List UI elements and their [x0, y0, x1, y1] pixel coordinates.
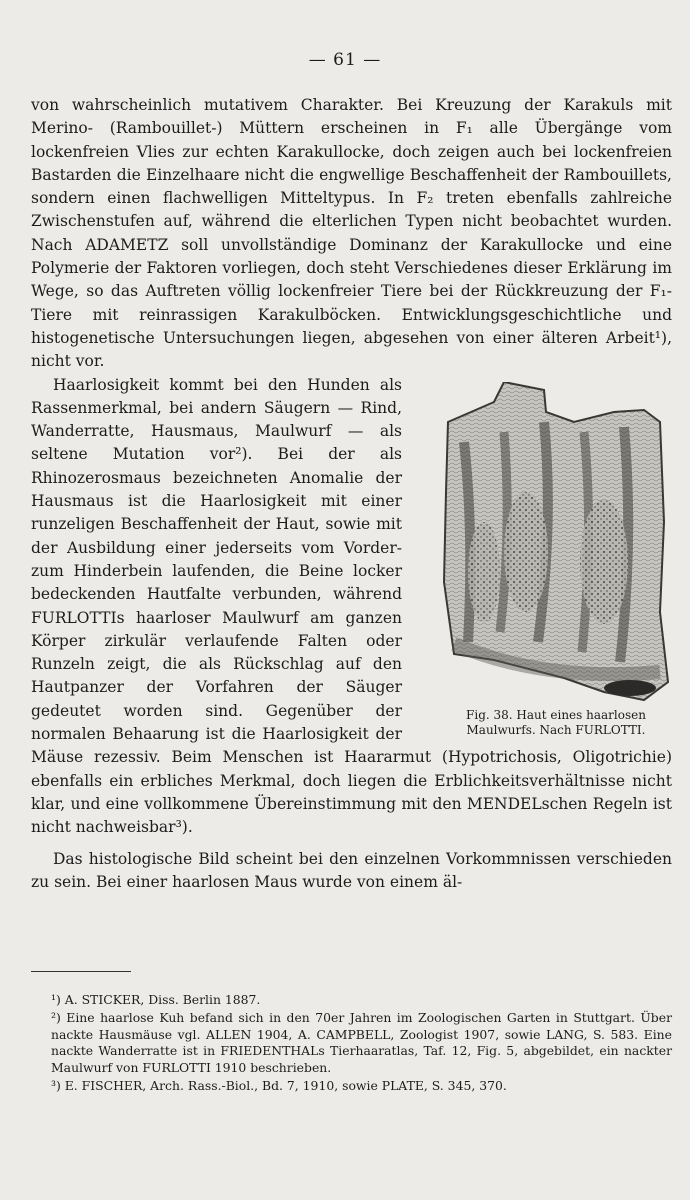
figure-38 [424, 382, 682, 738]
paragraph-3: Das histologische Bild scheint bei den einzelnen Vorkommnissen verschieden zu sein. Bei einer haarlosen Maus wurde von einem äl- [31, 849, 672, 891]
footnote-3: ³) E. FISCHER, Arch. Rass.-Biol., Bd. 7, 1910, sowie PLATE, S. 345, 370. [51, 1077, 507, 1093]
footnote-1: ¹) A. STICKER, Diss. Berlin 1887. [51, 992, 261, 1007]
footnotes [31, 992, 672, 1096]
paragraph-1: von wahrscheinlich mutativem Charakter. Bei Kreuzung der Karakuls mit Merino- (Rambouillet-) Müttern erscheinen in F₁ alle Übergänge vom lockenfreien Vlies zur echten Karakullocke, doch zeigen auch bei lockenfreien Bastarden die Einzelhaare nicht die engwellige Beschaffenheit der Rambouillets, sondern einen flachwelligen Mitteltypus. In F₂ treten ebenfalls zahlreiche Zwischenstufen auf, während die elterlichen Typen nicht beobachtet wurden. Nach ADAMETZ soll unvollständige Dominanz der Karakullocke und eine Polymerie der Faktoren vorliegen, doch steht Verschiedenes dieser Erklärung im Wege, so das Auftreten völlig lockenfreier Tiere bei der Rückkreuzung der F₁-Tiere mit reinrassigen Karakulböcken. Entwicklungsgeschichtliche und histogenetische Untersuchungen liegen, abgesehen von einer älteren Arbeit¹), nicht vor. [31, 96, 672, 371]
main-text [31, 94, 672, 894]
figure-caption: Fig. 38. Haut eines haarlosen Maulwurfs. Nach FURLOTTI. [466, 707, 646, 737]
paragraph-2: Haarlosigkeit kommt bei den Hunden als Rassenmerkmal, bei andern Säugern — Rind, Wanderratte, Hausmaus, Maulwurf — als seltene Mutation vor²). Bei der als Rhinozerosmaus bezeichneten Anomalie der Hausmaus ist die Haarlosigkeit mit einer runzeligen Beschaffenheit der Haut, sowie mit der Ausbildung einer jederseits vom Vorder- zum Hinderbein laufenden, die Beine locker bedeckenden Hautfalte verbunden, während FURLOTTIs haarloser Maulwurf am ganzen Körper zirkulär verlaufende Falten oder Runzeln zeigt, die als Rückschlag auf den Hautpanzer der Vorfahren der Säuger gedeutet worden sind. Gegenüber der normalen Behaarung ist die Haarlosigkeit der Mäuse rezessiv. Beim Menschen ist Haararmut (Hypotrichosis, Oligotrichie) ebenfalls ein erbliches Merkmal, doch liegen die Erblichkeitsverhältnisse nicht klar, und eine vollkommene Übereinstimmung mit den MENDELschen Regeln ist nicht nachweisbar³). [31, 375, 672, 837]
footnote-separator [31, 971, 131, 972]
skin-histology-illustration [434, 382, 672, 704]
page-number: — 61 — [308, 50, 382, 70]
footnote-2: ²) Eine haarlose Kuh befand sich in den 70er Jahren im Zoologischen Garten in Stuttgart. Über nackte Hausmäuse vgl. ALLEN 1904, A. CAMPBELL, Zoologist 1907, sowie LANG, S. 583. Eine nackte Wanderratte ist in FRIEDENTHALs Tierhaaratlas, Taf. 12, Fig. 5, abgebildet, ein nackter Maulwurf von FURLOTTI 1910 beschrieben. [51, 1009, 672, 1076]
